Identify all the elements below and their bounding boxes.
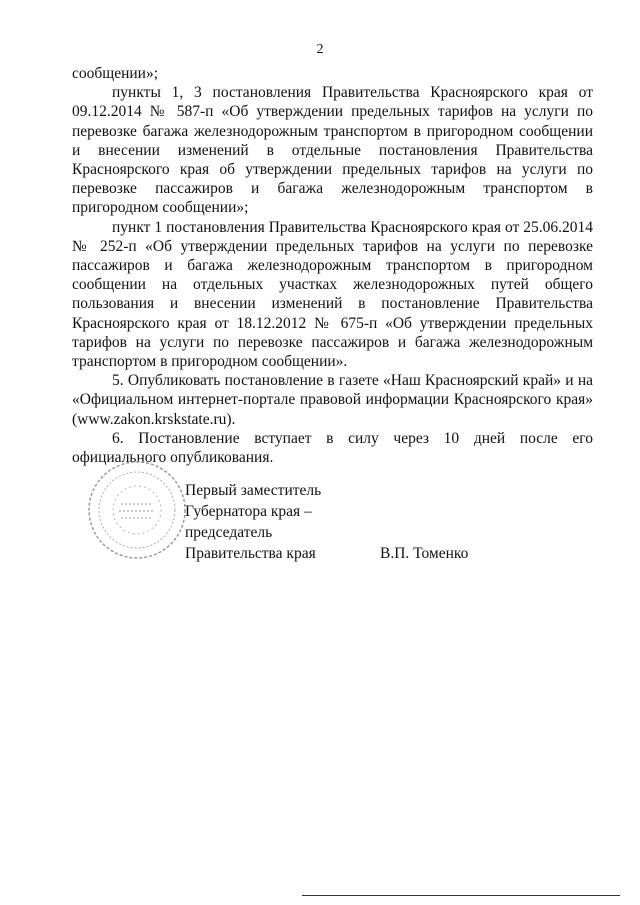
signature-title xyxy=(185,480,321,564)
paragraph: сообщении»; xyxy=(72,65,159,82)
signatory-name: В.П. Томенко xyxy=(380,545,469,562)
official-seal-stamp xyxy=(85,458,190,568)
paragraph: 5. Опубликовать постановление в газете «Наш Красноярский край» и на «Официальном интернет-портале правовой информации Красноярского края» (www.zakon.krskstate.ru). xyxy=(72,372,593,428)
signature-title-line: Первый заместитель xyxy=(185,482,322,499)
signature-title-line: Правительства края xyxy=(185,545,316,562)
paragraph: пункты 1, 3 постановления Правительства Красноярского края от 09.12.2014 № 587-п «Об утверждении предельных тарифов на услуги по перевозке багажа железнодорожным транспортом в пригородном сообщении и внесении изменений в отдельные постановления Правительства Красноярского края об утверждении предельных тарифов на услуги по перевозке пассажиров и багажа железнодорожным транспортом в пригородном сообщении»; xyxy=(72,84,593,217)
signature-title-line: председатель xyxy=(185,524,273,541)
document-body xyxy=(72,64,593,467)
paragraph: 6. Постановление вступает в силу через 10 дней после его официального опубликования. xyxy=(72,429,593,467)
footer-divider xyxy=(302,895,620,896)
page-number: 2 xyxy=(316,42,324,57)
signature-title-line: Губернатора края – xyxy=(185,503,312,520)
paragraph: пункт 1 постановления Правительства Красноярского края от 25.06.2014 № 252-п «Об утверждении предельных тарифов на услуги по перевозке пассажиров и багажа железнодорожным транспортом в пригородном сообщении на отдельных участках железнодорожных путей общего пользования и внесении изменений в постановление Правительства Красноярского края от 18.12.2012 № 675-п «Об утверждении предельных тарифов на услуги по перевозке пассажиров и багажа железнодорожным транспортом в пригородном сообщении». xyxy=(72,218,593,371)
